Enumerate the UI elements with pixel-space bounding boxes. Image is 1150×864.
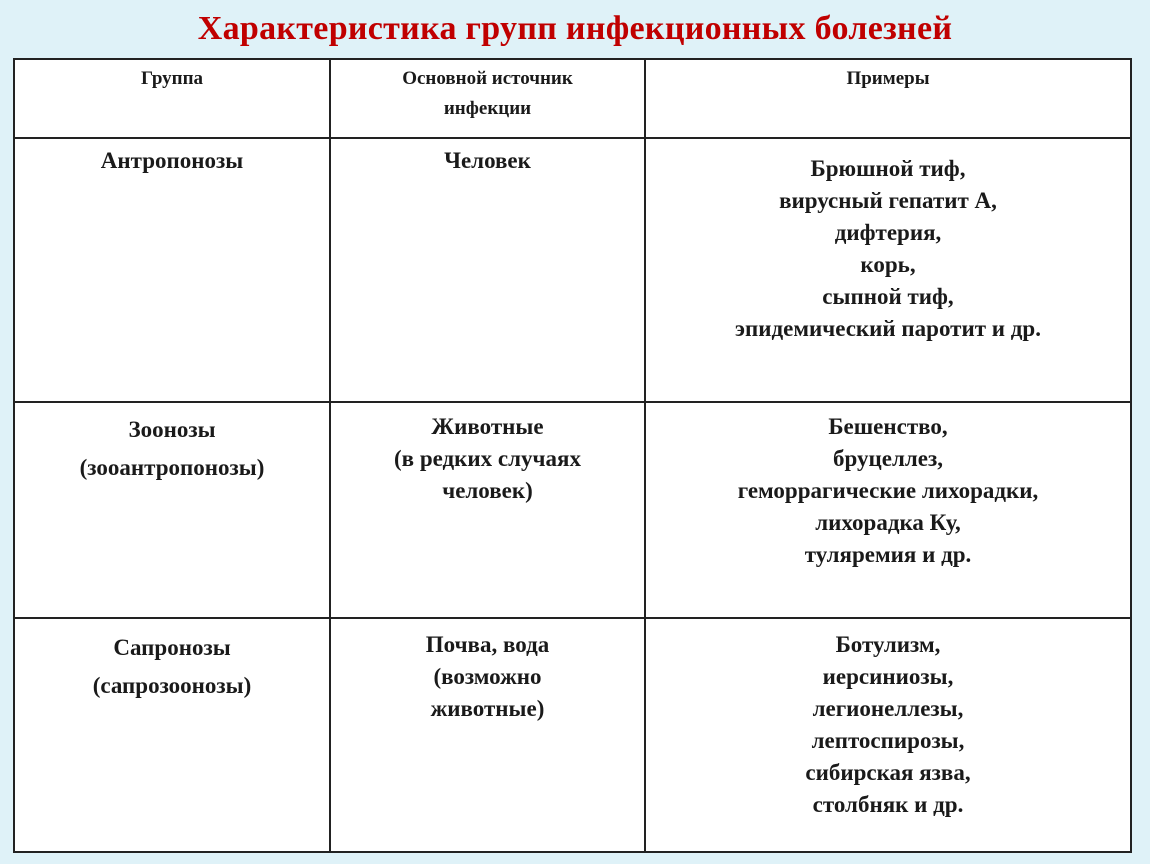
table-header-row (15, 60, 1130, 138)
table-row (15, 618, 1130, 851)
cell-examples-zoonoses: Бешенство, бруцеллез, геморрагические лихорадки, лихорадка Ку, туляремия и др. (645, 402, 1130, 618)
header-examples: Примеры (645, 60, 1130, 138)
cell-source-sapronoses: Почва, вода (возможно животные) (330, 618, 645, 851)
header-source: Основной источник инфекции (330, 60, 645, 138)
table-row (15, 402, 1130, 618)
header-group: Группа (15, 60, 330, 138)
infection-groups-table (13, 58, 1132, 853)
table-row (15, 138, 1130, 401)
cell-source-zoonoses: Животные (в редких случаях человек) (330, 402, 645, 618)
cell-examples-sapronoses: Ботулизм, иерсиниозы, легионеллезы, лептоспирозы, сибирская язва, столбняк и др. (645, 618, 1130, 851)
cell-source-anthroponoses: Человек (330, 138, 645, 401)
cell-examples-anthroponoses: Брюшной тиф, вирусный гепатит А, дифтерия, корь, сыпной тиф, эпидемический паротит и др. (645, 138, 1130, 401)
cell-group-anthroponoses: Антропонозы (15, 138, 330, 401)
cell-group-sapronoses: Сапронозы (сапрозоонозы) (15, 618, 330, 851)
page-title: Характеристика групп инфекционных болезней (197, 10, 953, 47)
cell-group-zoonoses: Зоонозы (зооантропонозы) (15, 402, 330, 618)
